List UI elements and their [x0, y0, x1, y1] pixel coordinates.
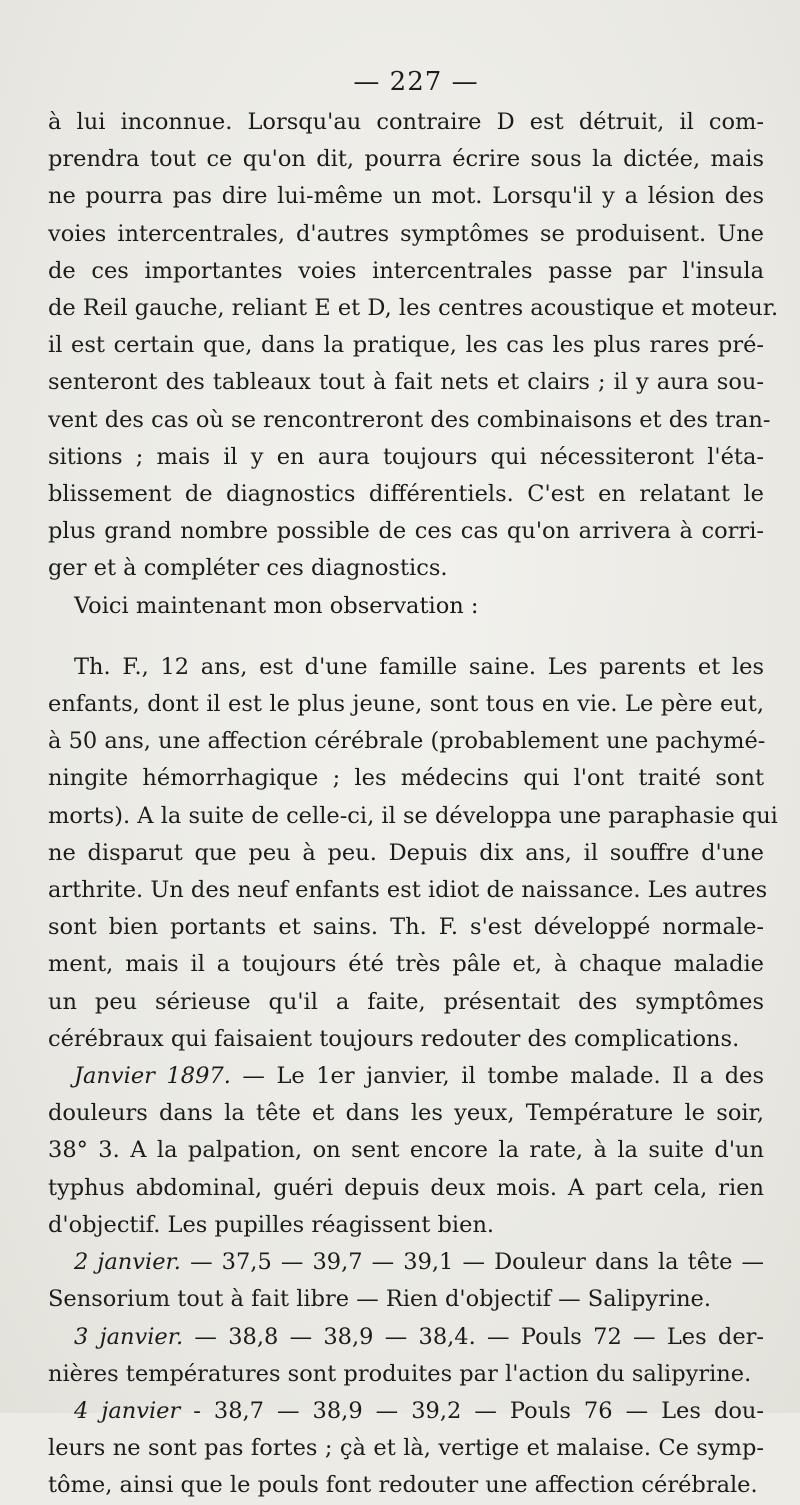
entry-date: 3 janvier. [74, 1323, 184, 1350]
line-text: 38° 3. A la palpation, on sent encore la rate, à la suite d'un [48, 1137, 764, 1164]
line-text: Sensorium tout à fait libre — Rien d'objectif — Salipyrine. [48, 1286, 712, 1313]
text-line [48, 649, 764, 686]
line-text: à lui inconnue. Lorsqu'au contraire D est détruit, il com- [48, 109, 764, 135]
line-text: à 50 ans, une affection cérébrale (probablement une pachymé- [48, 728, 766, 755]
line-text: il est certain que, dans la pratique, les cas les plus rares pré- [48, 332, 764, 359]
line-text: Voici maintenant mon observation : [74, 592, 479, 619]
text-line [48, 476, 764, 513]
text-line [48, 1244, 764, 1281]
text-line [48, 178, 764, 215]
text-line [48, 1430, 764, 1467]
line-text: ne pourra pas dire lui-même un mot. Lorsqu'il y a lésion des [48, 183, 764, 210]
line-text: sitions ; mais il y en aura toujours qui nécessiteront l'éta- [48, 443, 764, 470]
line-text: plus grand nombre possible de ces cas qu'on arrivera à corri- [48, 518, 764, 545]
line-text: un peu sérieuse qu'il a faite, présentait des symptômes [48, 988, 764, 1015]
paragraph [48, 588, 764, 625]
line-text: — Le 1er janvier, il tombe malade. Il a des [230, 1063, 764, 1090]
text-line [48, 439, 764, 476]
text-line [48, 550, 764, 587]
line-text: d'objectif. Les pupilles réagissent bien. [48, 1211, 495, 1238]
text-line [48, 946, 764, 983]
paragraph [48, 649, 778, 1058]
page-number: — 227 — [353, 67, 479, 97]
line-text: morts). A la suite de celle-ci, il se développa une paraphasie qui [48, 802, 778, 829]
text-line [48, 402, 771, 439]
text-line [48, 1095, 764, 1132]
text-line [48, 1467, 764, 1504]
text-line [48, 1021, 764, 1058]
line-text: nières températures sont produites par l'action du salipyrine. [48, 1360, 752, 1387]
line-text: - 38,7 — 38,9 — 39,2 — Pouls 76 — Les dou- [180, 1397, 764, 1424]
line-text: de ces importantes voies intercentrales passe par l'insula [48, 257, 764, 284]
paragraph-gap [48, 625, 764, 649]
text-line [48, 1170, 764, 1207]
text-line [48, 513, 764, 550]
line-text: typhus abdominal, guéri depuis deux mois. A part cela, rien [48, 1174, 764, 1201]
paragraph [48, 1058, 764, 1244]
text-line [48, 141, 764, 178]
line-text: ne disparut que peu à peu. Depuis dix ans, il souffre d'une [48, 839, 764, 866]
text-line [48, 104, 764, 141]
line-text: arthrite. Un des neuf enfants est idiot de naissance. Les autres [48, 877, 768, 904]
text-line [48, 216, 764, 253]
line-text: vent des cas où se rencontreront des combinaisons et des tran- [48, 406, 771, 433]
text-line [48, 1356, 764, 1393]
paragraph [48, 1393, 764, 1505]
text-line [48, 984, 764, 1021]
line-text: Th. F., 12 ans, est d'une famille saine. Les parents et les [74, 653, 764, 680]
line-text: enfants, dont il est le plus jeune, sont tous en vie. Le père eut, [48, 691, 764, 718]
line-text: leurs ne sont pas fortes ; çà et là, vertige et malaise. Ce symp- [48, 1435, 764, 1462]
line-text: cérébraux qui faisaient toujours redouter des complications. [48, 1025, 740, 1052]
text-line [48, 1393, 764, 1430]
line-text: — 38,8 — 38,9 — 38,4. — Pouls 72 — Les der- [183, 1323, 764, 1350]
text-line [48, 1132, 764, 1169]
line-text: blissement de diagnostics différentiels. C'est en relatant le [48, 481, 764, 508]
line-text: ningite hémorrhagique ; les médecins qui l'ont traité sont [48, 765, 764, 792]
text-line [48, 798, 778, 835]
paragraph [48, 1244, 764, 1318]
line-text: de Reil gauche, reliant E et D, les centres acoustique et moteur. [48, 295, 779, 322]
line-text: ment, mais il a toujours été très pâle et, à chaque maladie [48, 951, 764, 978]
line-text: senteront des tableaux tout à fait nets et clairs ; il y aura sou- [48, 369, 764, 396]
text-line [48, 1319, 764, 1356]
paragraph [48, 1319, 764, 1393]
text-line [48, 686, 764, 723]
line-text: — 37,5 — 39,7 — 39,1 — Douleur dans la tête — [180, 1249, 764, 1276]
text-line [48, 872, 768, 909]
text-line [48, 290, 779, 327]
text-line [48, 1281, 764, 1318]
entry-date: 4 janvier [74, 1397, 181, 1424]
text-line [48, 1058, 764, 1095]
text-line [48, 909, 764, 946]
line-text: douleurs dans la tête et dans les yeux, Température le soir, [48, 1100, 764, 1127]
line-text: ger et à compléter ces diagnostics. [48, 555, 448, 582]
entry-date: 2 janvier. [74, 1249, 181, 1276]
text-line [48, 1207, 764, 1244]
text-line [48, 588, 764, 625]
line-text: voies intercentrales, d'autres symptômes se produisent. Une [48, 220, 764, 247]
line-text: tôme, ainsi que le pouls font redouter une affection cérébrale. [48, 1472, 758, 1499]
text-line [48, 364, 764, 401]
line-text: sont bien portants et sains. Th. F. s'est développé normale- [48, 914, 764, 941]
text-line [48, 835, 764, 872]
text-line [48, 760, 764, 797]
text-body [48, 104, 779, 1505]
entry-date: Janvier 1897. [74, 1063, 231, 1090]
text-line [48, 327, 764, 364]
line-text: prendra tout ce qu'on dit, pourra écrire sous la dictée, mais [48, 146, 764, 173]
text-line [48, 253, 764, 290]
paragraph [48, 104, 779, 588]
text-line [48, 723, 764, 760]
